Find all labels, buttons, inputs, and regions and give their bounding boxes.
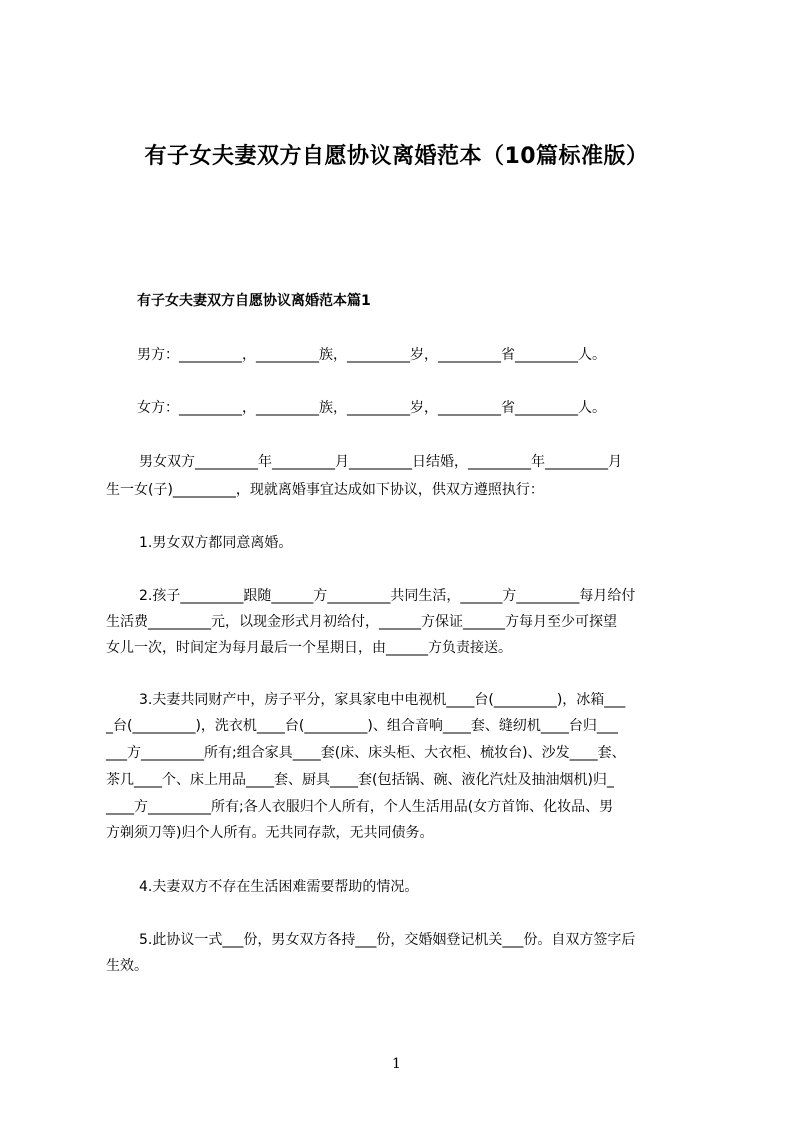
clause-3-line-4: 茶几____个、床上用品____套、厨具____套(包括锅、碗、液化汽灶及抽油烟机)归_ <box>106 772 614 788</box>
clause-5-line-1: 5.此协议一式___份，男女双方各持___份，交婚姻登记机关___份。自双方签字后 <box>139 932 636 948</box>
document-title: 有子女夫妻双方自愿协议离婚范本（10篇标准版） <box>144 144 649 169</box>
section-heading: 有子女夫妻双方自愿协议离婚范本篇1 <box>137 293 371 309</box>
clause-2-line-2: 生活费_________元，以现金形式月初给付，______方保证______方每月至少可探望 <box>106 614 617 630</box>
marriage-paragraph-line-2: 生一女(子)_________，现就离婚事宜达成如下协议，供双方遵照执行： <box>106 482 544 498</box>
clause-3-line-2: _台(_________)，洗衣机____台(_________)、组合音响____套、缝纫机____台归___ <box>106 718 618 734</box>
clause-3-line-5: ____方_________所有;各人衣服归个人所有，个人生活用品(女方首饰、化妆品、男 <box>106 799 614 815</box>
clause-2-line-1: 2.孩子_________跟随______方_________共同生活，______方_________每月给付 <box>139 588 636 604</box>
clause-3-line-1: 3.夫妻共同财产中，房子平分，家具家电中电视机____台(_________)，冰箱___ <box>139 692 626 708</box>
clause-3-line-3: ___方_________所有;组合家具____套(床、床头柜、大衣柜、梳妆台)、沙发____套、 <box>106 745 626 761</box>
page-number: 1 <box>392 1056 401 1072</box>
clause-5-line-2: 生效。 <box>106 958 148 974</box>
clause-4: 4.夫妻双方不存在生活困难需要帮助的情况。 <box>139 879 419 895</box>
husband-info-line: 男方：_________，_________族，_________岁，_________省_________人。 <box>137 347 606 363</box>
marriage-paragraph-line-1: 男女双方_________年_________月_________日结婚，_________年_________月 <box>139 454 622 470</box>
clause-1: 1.男女双方都同意离婚。 <box>139 535 293 551</box>
clause-3-line-6: 方剃须刀等)归个人所有。无共同存款，无共同债务。 <box>106 825 434 841</box>
clause-2-line-3: 女儿一次，时间定为每月最后一个星期日，由______方负责接送。 <box>106 640 512 656</box>
wife-info-line: 女方：_________，_________族，_________岁，_________省_________人。 <box>137 400 606 416</box>
